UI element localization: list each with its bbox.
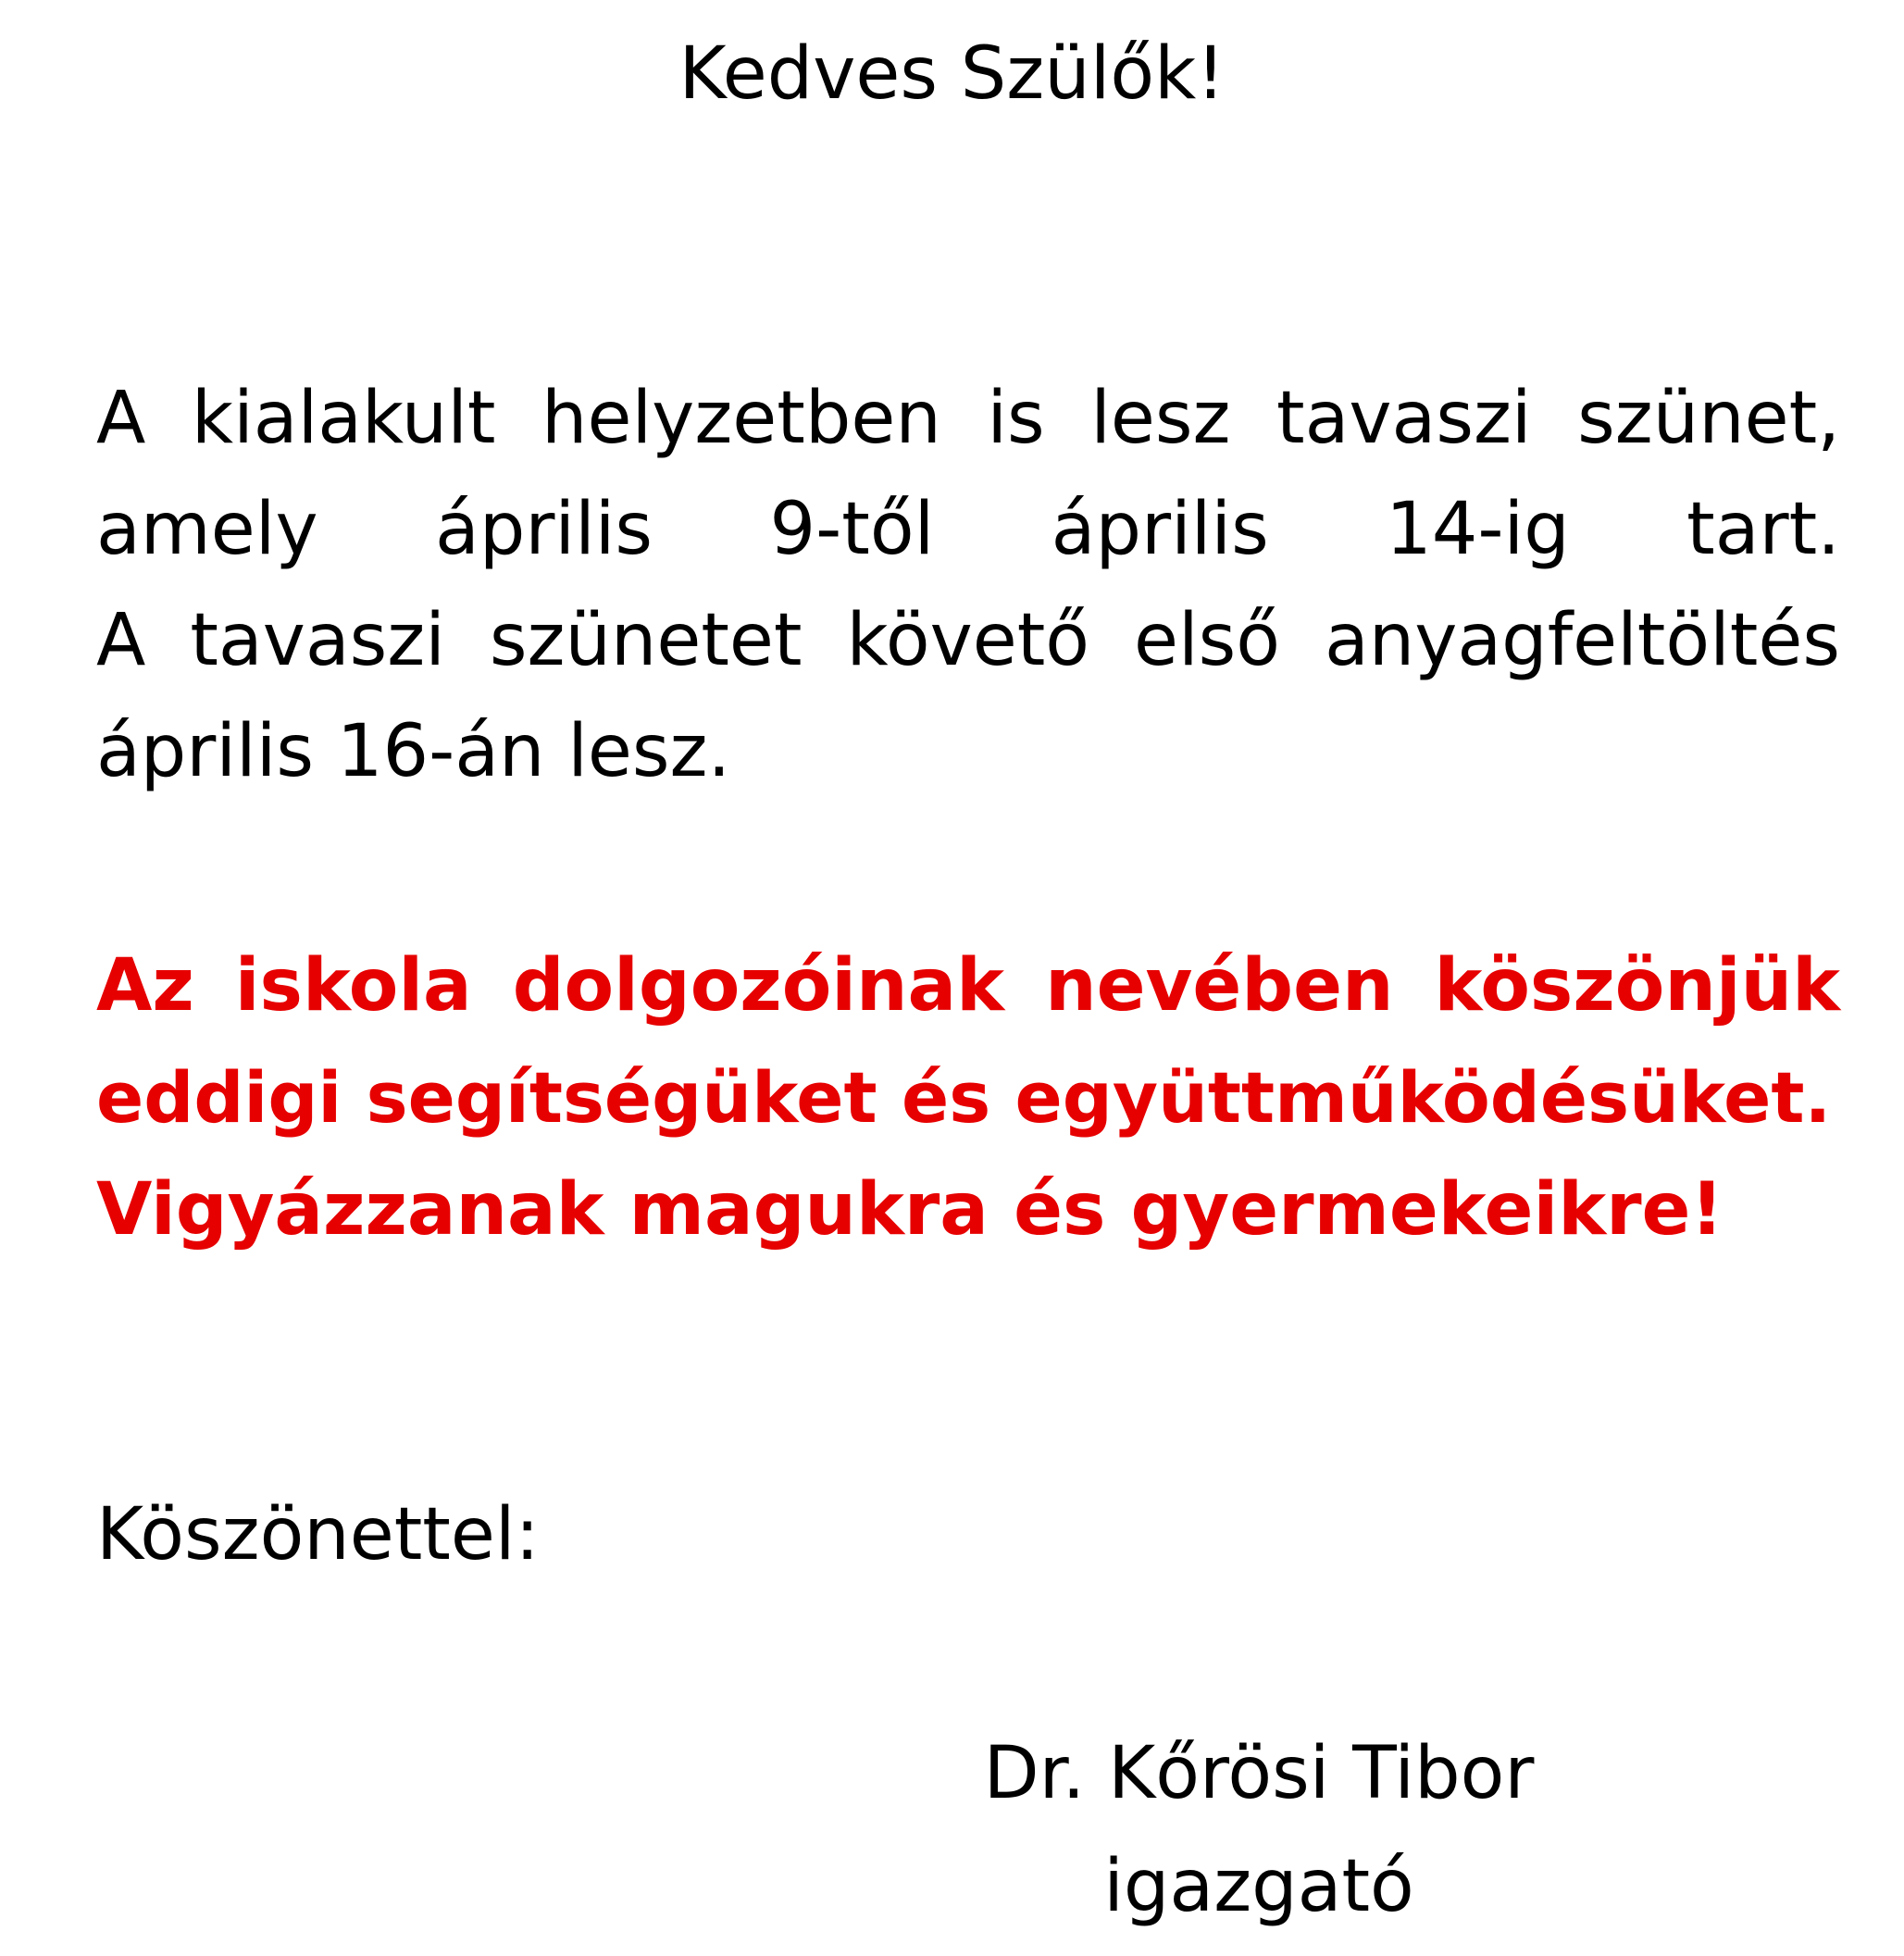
signature-title: igazgató [1103, 1845, 1414, 1928]
closing-text: Köszönettel: [96, 1493, 540, 1576]
thanks-line-2: eddigi segítségüket és együttműködésüket. [96, 1057, 1832, 1139]
announcement-line-4: április 16-án lesz. [96, 710, 731, 793]
signature-name: Dr. Kőrösi Tibor [983, 1732, 1535, 1815]
announcement-line-2: amely április 9-től április 14-ig tart. [96, 488, 1840, 571]
thanks-paragraph [96, 930, 1840, 1266]
thanks-line-1: Az iskola dolgozóinak nevében köszönjük [96, 944, 1840, 1028]
signature-block [963, 1717, 1555, 1943]
thanks-line-3: Vigyázzanak magukra és gyermekeikre! [96, 1168, 1724, 1252]
announcement-line-3: A tavaszi szünetet követő első anyagfeltöltés [96, 599, 1840, 682]
announcement-line-1: A kialakult helyzetben is lesz tavaszi szünet, [96, 377, 1840, 460]
announcement-paragraph [96, 363, 1840, 807]
greeting-heading: Kedves Szülők! [678, 32, 1226, 116]
